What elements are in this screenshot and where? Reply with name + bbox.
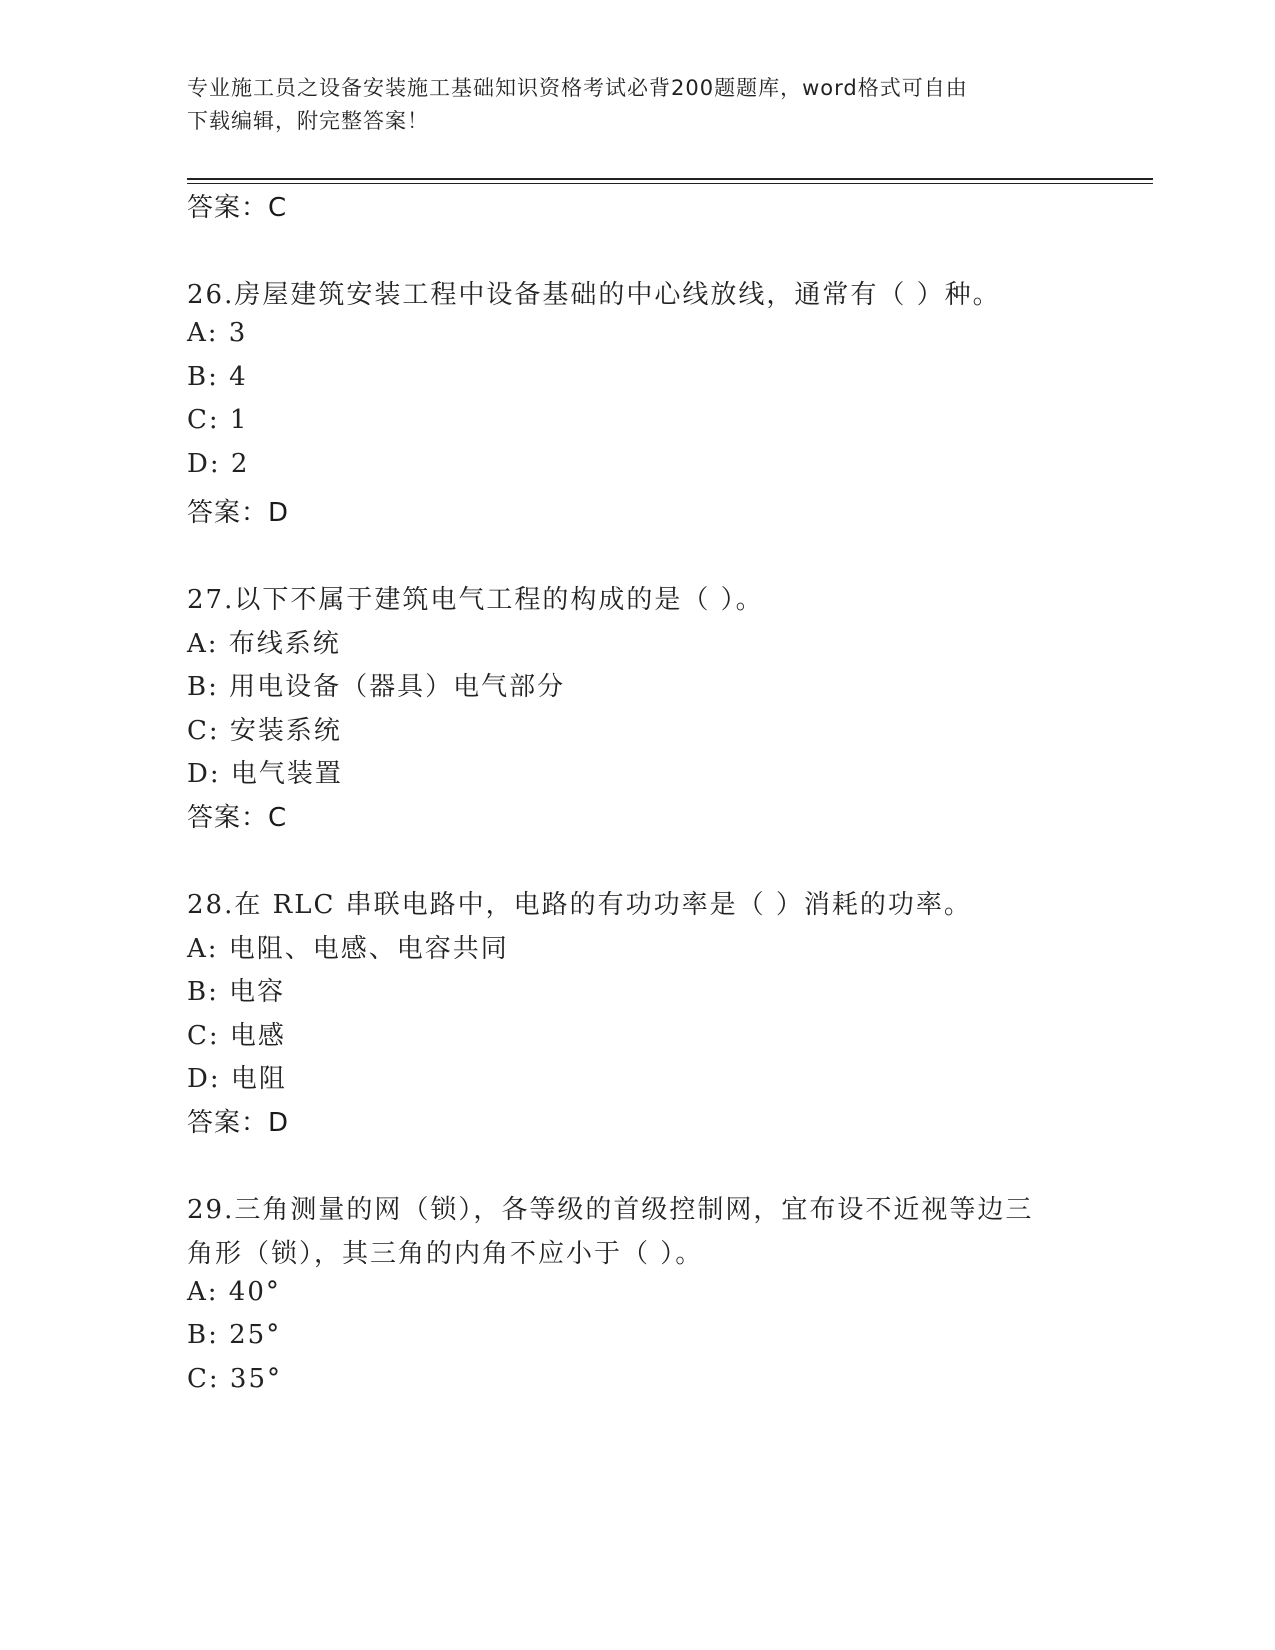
question-27-option-c: C: 安装系统 — [187, 716, 342, 746]
header-rule-thin — [187, 183, 1153, 184]
question-26-answer: 答案：D — [187, 498, 290, 528]
question-29-option-c: C: 35° — [187, 1364, 283, 1394]
question-29-stem-line-2: 角形（锁），其三角的内角不应小于（ ）。 — [187, 1239, 704, 1269]
question-26-option-d: D: 2 — [187, 449, 250, 479]
question-28-option-d: D: 电阻 — [187, 1064, 287, 1094]
question-26-stem: 26.房屋建筑安装工程中设备基础的中心线放线，通常有（ ）种。 — [187, 280, 1001, 310]
header-rule-thick — [187, 178, 1153, 180]
question-26-option-b: B: 4 — [187, 362, 248, 392]
question-27-stem: 27.以下不属于建筑电气工程的构成的是（ ）。 — [187, 585, 764, 615]
question-28-option-a: A: 电阻、电感、电容共同 — [187, 934, 509, 964]
question-28-answer: 答案：D — [187, 1108, 290, 1138]
question-29-option-b: B: 25° — [187, 1320, 282, 1350]
question-28-stem: 28.在 RLC 串联电路中，电路的有功功率是（ ）消耗的功率。 — [187, 890, 972, 920]
question-26-option-a: A: 3 — [187, 318, 248, 348]
question-29-option-a: A: 40° — [187, 1277, 281, 1307]
question-27-option-b: B: 用电设备（器具）电气部分 — [187, 672, 566, 702]
question-26-option-c: C: 1 — [187, 405, 249, 435]
header-line-2: 下载编辑，附完整答案！ — [187, 109, 429, 133]
question-27-option-d: D: 电气装置 — [187, 759, 343, 789]
document-header — [187, 72, 1067, 138]
question-28-option-c: C: 电感 — [187, 1021, 286, 1051]
header-line-1: 专业施工员之设备安装施工基础知识资格考试必背200题题库，word格式可自由 — [187, 76, 968, 100]
question-28-option-b: B: 电容 — [187, 977, 286, 1007]
prev-answer: 答案：C — [187, 193, 288, 223]
question-29-stem-line-1: 29.三角测量的网（锁），各等级的首级控制网，宜布设不近视等边三 — [187, 1195, 1034, 1225]
question-27-answer: 答案：C — [187, 803, 288, 833]
question-27-option-a: A: 布线系统 — [187, 629, 341, 659]
